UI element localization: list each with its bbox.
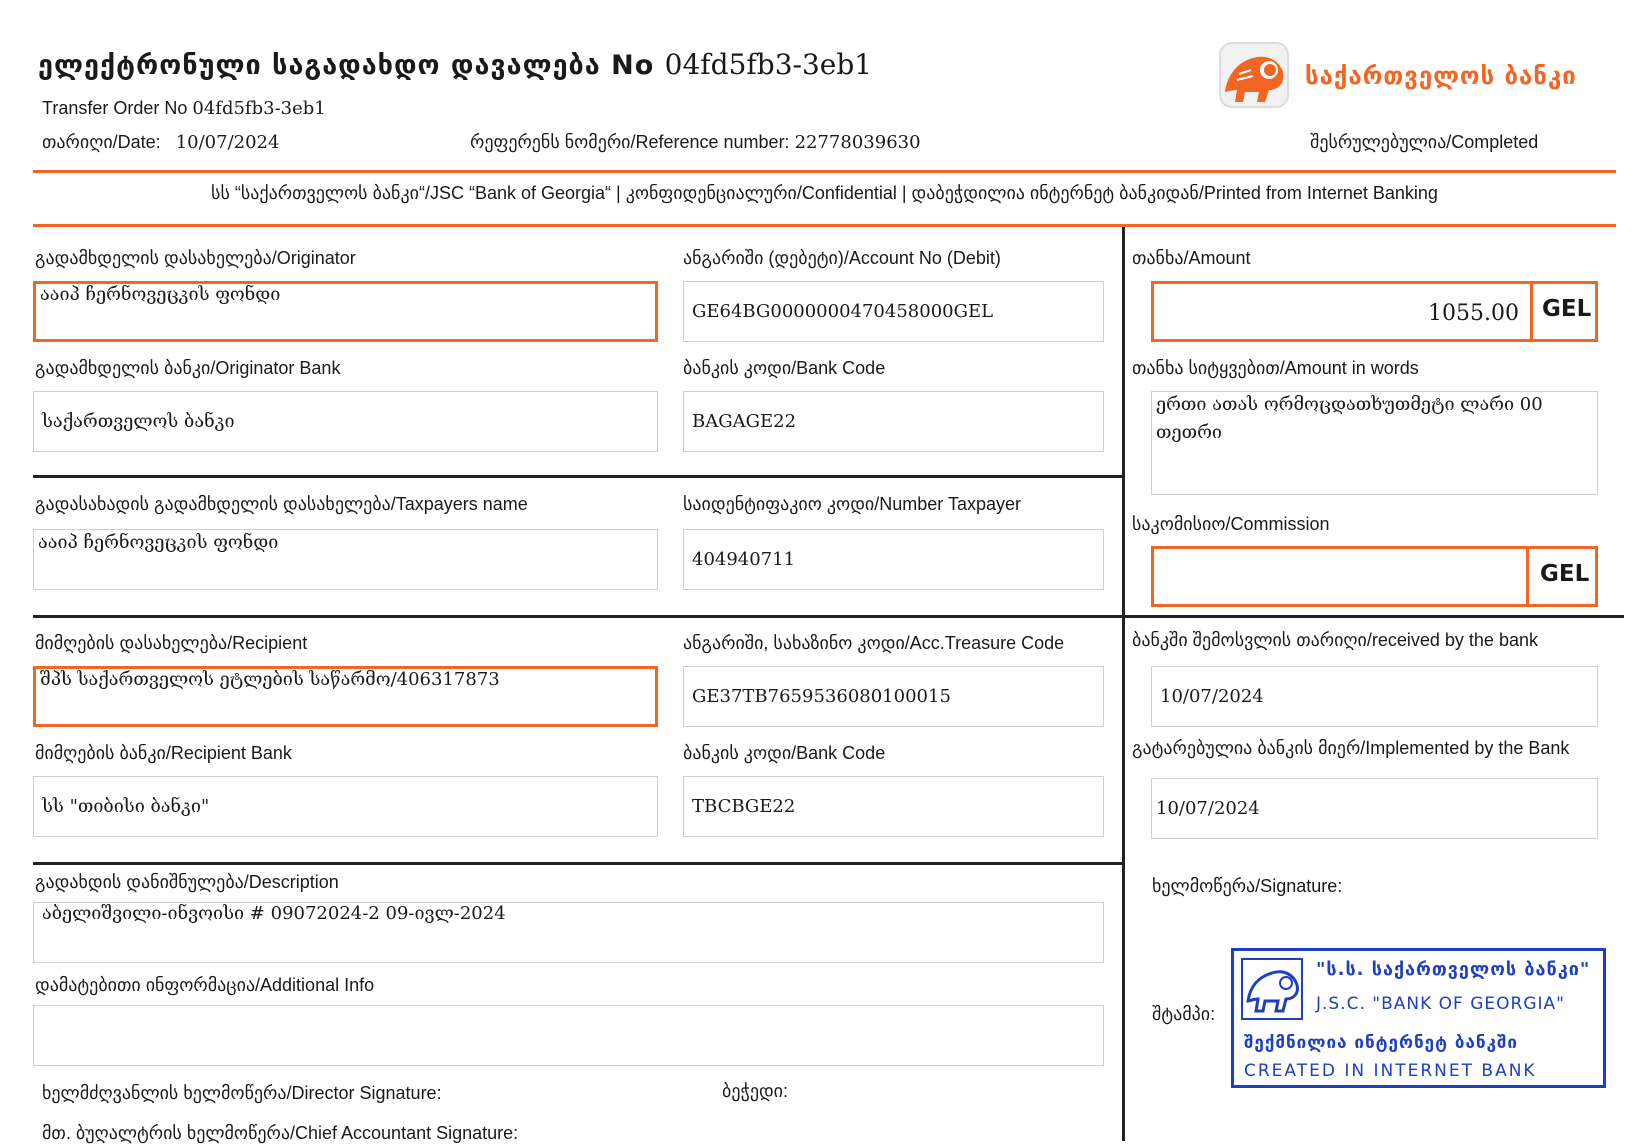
title-english-row [42,98,326,119]
originator-bank-code-value: BAGAGE22 [692,411,797,432]
recipient-account-label: ანგარიში, სახაზინო კოდი/Acc.Treasure Code [683,633,1065,653]
amount-value: 1055.00 [1428,301,1519,326]
recipient-bank-label: მიმღების ბანკი/Recipient Bank [35,743,292,763]
amount-words-label: თანხა სიტყვებით/Amount in words [1132,358,1419,378]
chief-accountant-signature-label: მთ. ბუღალტრის ხელმოწერა/Chief Accountant Signature: [42,1123,519,1143]
date-label: თარიღი/Date: [42,132,161,152]
taxpayer-name-field [33,529,658,590]
taxpayer-id-field [683,529,1104,590]
order-number: 04fd5fb3-3eb1 [664,48,873,81]
received-date-label: ბანკში შემოსვლის თარიღი/received by the bank [1132,630,1538,650]
stamp-line4: CREATED IN INTERNET BANK [1244,1061,1537,1081]
taxpayer-name-label: გადასახადის გადამხდელის დასახელება/Taxpayers name [35,494,528,514]
reference-row [470,132,921,153]
description-label: გადახდის დანიშნულება/Description [35,872,339,892]
recipient-name-value: შპს საქართველოს ეტლების საწარმო/406317873 [40,669,500,690]
signature-label: ხელმოწერა/Signature: [1152,876,1343,896]
recipient-bank-code-value: TBCBGE22 [692,796,796,817]
taxpayer-id-label: საიდენტიფაკიო კოდი/Number Taxpayer [683,494,1021,514]
implemented-date-value: 10/07/2024 [1156,798,1260,819]
originator-bank-value: საქართველოს ბანკი [42,411,235,432]
title-english: Transfer Order No [42,98,188,118]
date-value: 10/07/2024 [175,132,280,153]
amount-words-line2: თეთრი [1156,422,1222,443]
seal-label: ბეჭედი: [722,1081,788,1101]
recipient-account-field [683,666,1104,727]
account-debit-label: ანგარიში (დებეტი)/Account No (Debit) [683,248,1001,268]
stamp-line1: "ს.ს. საქართველოს ბანკი" [1316,959,1591,980]
amount-currency: GEL [1542,296,1592,322]
recipient-account-value: GE37TB7659536080100015 [692,686,951,707]
recipient-bank-field [33,776,658,837]
stamp-line2: J.S.C. "BANK OF GEORGIA" [1316,994,1565,1014]
implemented-date-field [1151,778,1598,839]
received-date-value: 10/07/2024 [1160,686,1264,707]
reference-label: რეფერენს ნომერი/Reference number: [470,132,790,152]
stamp-label: შტამპი: [1152,1004,1216,1024]
recipient-bank-code-field [683,776,1104,837]
implemented-date-label: გატარებულია ბანკის მიერ/Implemented by the Bank [1132,738,1570,758]
commission-field [1151,546,1598,607]
amount-field [1151,281,1598,342]
originator-name-field [33,281,658,342]
originator-name-value: ააიპ ჩერნოვეცკის ფონდი [40,284,281,305]
additional-info-label: დამატებითი ინფორმაცია/Additional Info [35,975,375,995]
section-divider-description [33,862,1124,865]
bank-logo-icon [1217,40,1291,110]
originator-bank-code-field [683,391,1104,452]
stamp-line3: შექმნილია ინტერნეტ ბანკში [1244,1033,1518,1053]
banner-text: სს “საქართველოს ბანკი“/JSC “Bank of Georgia“ | კონფიდენციალური/Confidential | დაბეჭდილია ინტერნეტ ბანკიდან/Printed from Internet Banking [211,183,1438,203]
recipient-name-field [33,666,658,727]
amount-currency-separator [1530,284,1533,339]
taxpayer-id-value: 404940711 [692,549,796,570]
bank-stamp [1231,948,1606,1088]
originator-bank-label: გადამხდელის ბანკი/Originator Bank [35,358,341,378]
banner-bottom-rule [33,224,1616,227]
director-signature-label: ხელმძღვანლის ხელმოწერა/Director Signature: [42,1083,442,1103]
date-row [42,132,279,153]
recipient-name-label: მიმღების დასახელება/Recipient [35,633,308,653]
description-value: აბელიშვილი-ინვოისი # 09072024-2 09-ივლ-2024 [42,903,506,924]
amount-words-line1: ერთი ათას ორმოცდათხუთმეტი ლარი 00 [1156,394,1543,415]
commission-currency-separator [1526,549,1529,604]
additional-info-field [33,1005,1104,1066]
title-georgian: ელექტრონული საგადახდო დავალება No [38,50,655,81]
commission-label: საკომისიო/Commission [1132,514,1330,534]
column-divider [1122,227,1125,1141]
amount-label: თანხა/Amount [1132,248,1251,268]
stamp-lion-icon [1240,957,1304,1021]
account-debit-field [683,281,1104,342]
recipient-bank-code-label: ბანკის კოდი/Bank Code [683,743,886,763]
commission-currency: GEL [1540,561,1590,587]
document-title [38,48,872,81]
originator-bank-field [33,391,658,452]
originator-bank-code-label: ბანკის კოდი/Bank Code [683,358,886,378]
reference-value: 22778039630 [794,132,921,153]
received-date-field [1151,666,1598,727]
section-divider-recipient [33,615,1624,618]
order-number-en: 04fd5fb3-3eb1 [192,98,326,119]
amount-words-field [1151,391,1598,495]
originator-name-label: გადამხდელის დასახელება/Originator [35,248,356,268]
section-divider-taxpayer [33,475,1124,478]
status-text: შესრულებულია/Completed [1310,132,1539,152]
account-debit-value: GE64BG0000000470458000GEL [692,301,994,322]
taxpayer-name-value: ააიპ ჩერნოვეცკის ფონდი [38,532,279,553]
recipient-bank-value: სს "თიბისი ბანკი" [42,796,210,817]
bank-logo-text: საქართველოს ბანკი [1305,62,1577,90]
description-field [33,902,1104,963]
